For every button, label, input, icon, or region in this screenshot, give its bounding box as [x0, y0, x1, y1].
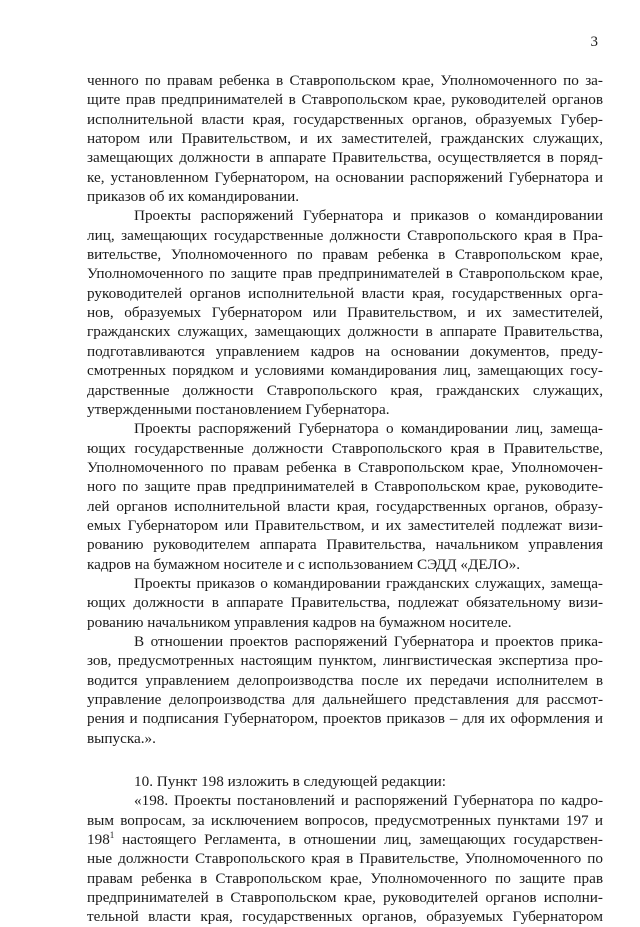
- text-line: лиц, замещающих государственные должности Ставропольского края в Пра-: [87, 226, 603, 244]
- text-line: рения и подписания Губернатором, проектов приказов – для их оформления и: [87, 710, 603, 728]
- paragraph-2: [87, 206, 603, 419]
- text-line-rest: настоящего Регламента, в отношении лиц, замещающих государствен-: [114, 831, 603, 849]
- paragraph-7: [87, 791, 603, 926]
- text-line: исполнительной власти края, государственных органов, образуемых Губер-: [87, 110, 603, 128]
- text-line: зов, предусмотренных настоящим пунктом, лингвистическая экспертиза про-: [87, 652, 603, 670]
- text-line: рованию руководителем аппарата Правительства, начальником управления: [87, 536, 603, 554]
- text-line: Уполномоченного по правам ребенка в Ставропольском крае, Уполномочен-: [87, 458, 603, 476]
- text-line: ющих должности в аппарате Правительства, подлежат обязательному визи-: [87, 594, 603, 612]
- text-line: Уполномоченного по защите прав предпринимателей в Ставропольском крае,: [87, 265, 603, 283]
- paragraph-6: [87, 772, 603, 791]
- text-line: вым вопросам, за исключением вопросов, предусмотренных пунктами 197 и: [87, 811, 603, 829]
- paragraph-4: [87, 574, 603, 632]
- text-line: лей органов исполнительной власти края, государственных органов, образу-: [87, 497, 603, 515]
- text-line: ного по защите прав предпринимателей в Ставропольском крае, руководите-: [87, 478, 603, 496]
- text-line: Проекты приказов о командировании гражданских служащих, замеща-: [134, 574, 603, 592]
- text-line: ке, установленном Губернатором, на основании распоряжений Губернатора и: [87, 168, 603, 186]
- text-line-start: 198: [87, 831, 110, 849]
- text-line: утвержденными постановлением Губернатора.: [87, 400, 390, 418]
- text-line: смотренных порядком и условиями командирования лиц, замещающих госу-: [87, 362, 603, 380]
- text-line: замещающих должности в аппарате Правительства, осуществляется в поряд-: [87, 149, 603, 167]
- text-line: ющих государственные должности Ставропольского края в Правительстве,: [87, 439, 603, 457]
- text-line: рованию начальником управления кадров на бумажном носителе.: [87, 613, 512, 631]
- text-line: управление делопроизводства для дальнейшего представления для рассмот-: [87, 691, 603, 708]
- paragraph-3: [87, 419, 603, 574]
- text-line: выпуска.».: [87, 729, 156, 747]
- text-line: подготавливаются управлением кадров на основании документов, преду-: [87, 342, 603, 360]
- text-line: нов, образуемых Губернатором или Правительством, и их заместителей,: [87, 304, 603, 322]
- text-line: «198. Проекты постановлений и распоряжений Губернатора по кадро-: [134, 792, 603, 810]
- paragraph-5: [87, 632, 603, 748]
- text-line: щите прав предпринимателей в Ставропольском крае, руководителей органов: [87, 91, 603, 109]
- text-line: тельной власти края, государственных органов, образуемых Губернатором: [87, 908, 603, 926]
- text-line: В отношении проектов распоряжений Губернатора и проектов прика-: [134, 632, 603, 650]
- text-line: гражданских служащих, замещающих должности в аппарате Правительства,: [87, 323, 603, 341]
- text-line: ные должности Ставропольского края в Правительстве, Уполномоченного по: [87, 850, 603, 868]
- text-line: натором или Правительством, и их заместителей, гражданских служащих,: [87, 130, 603, 148]
- text-line: [87, 830, 603, 849]
- text-line: Проекты распоряжений Губернатора о командировании лиц, замеща-: [134, 420, 603, 438]
- text-line: водится управлением делопроизводства после их передачи исполнителем в: [87, 671, 603, 689]
- text-line: кадров на бумажном носителе и с использованием СЭДД «ДЕЛО».: [87, 555, 521, 573]
- text-line: вительстве, Уполномоченного по правам ребенка в Ставропольском крае,: [87, 246, 603, 264]
- text-line: руководителей органов исполнительной власти края, государственных орга-: [87, 284, 603, 302]
- page-number: 3: [590, 34, 598, 50]
- text-line: дарственные должности Ставропольского края, гражданских служащих,: [87, 381, 603, 399]
- text-line: приказов об их командировании.: [87, 188, 300, 206]
- text-line: предпринимателей в Ставропольском крае, руководителей органов исполни-: [87, 889, 603, 907]
- superscript: 1: [109, 830, 115, 840]
- paragraph-1: [87, 71, 603, 927]
- text-line: емых Губернатором или Правительством, и их заместителей подлежат визи-: [87, 516, 603, 534]
- text-line: 10. Пункт 198 изложить в следующей редакции:: [134, 773, 447, 791]
- text-line: Проекты распоряжений Губернатора и приказов о командировании: [134, 207, 603, 225]
- text-line: ченного по правам ребенка в Ставропольском крае, Уполномоченного по за-: [87, 72, 603, 89]
- text-line: правам ребенка в Ставропольском крае, Уполномоченного по защите прав: [87, 869, 603, 887]
